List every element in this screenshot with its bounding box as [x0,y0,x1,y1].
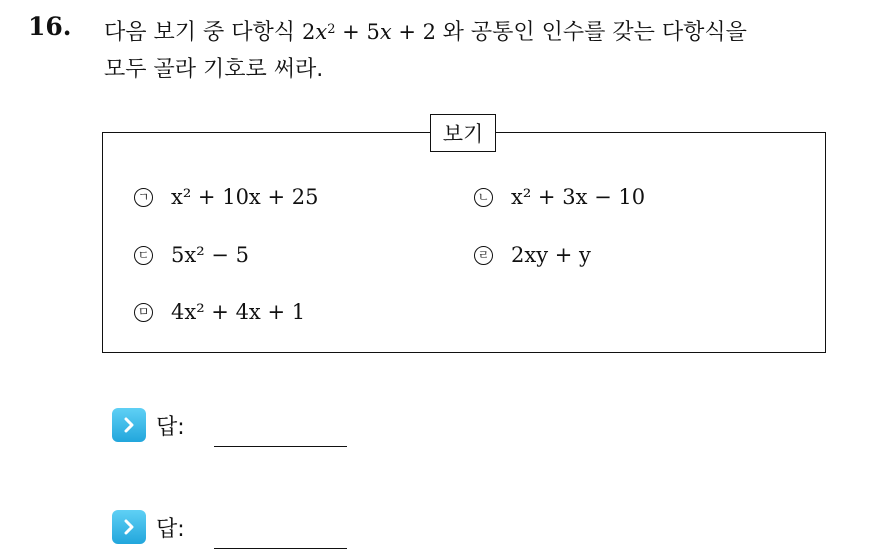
example-box-title: 보기 [430,114,496,152]
answer-blank-1[interactable] [214,446,347,447]
circled-letter-icon: ㄹ [474,246,493,265]
chevron-right-icon [112,510,146,544]
question-polynomial: $2x^2 + 5x + 2$ [302,20,436,44]
example-expression: 4x² + 4x + 1 [171,300,306,324]
answer-blank-2[interactable] [214,548,347,549]
chevron-right-icon [112,408,146,442]
answer-row-2 [112,510,185,544]
example-item-4 [474,243,591,267]
example-expression: x² + 10x + 25 [171,185,319,209]
example-item-3 [134,243,249,267]
example-expression: x² + 3x − 10 [511,185,646,209]
example-item-1 [134,185,318,209]
question-text-line2: 모두 골라 기호로 써라. [104,57,324,82]
question-number: 16. [28,12,72,41]
question-text [104,14,874,88]
example-item-5 [134,300,305,324]
circled-letter-icon: ㅁ [134,303,153,322]
circled-letter-icon: ㄱ [134,188,153,207]
circled-letter-icon: ㄷ [134,246,153,265]
question-text-post: 와 공통인 인수를 갖는 다항식을 [442,20,747,45]
answer-label: 답: [156,414,185,440]
example-item-2 [474,185,645,209]
answer-row-1 [112,408,185,442]
example-expression: 2xy + y [511,243,591,267]
question-text-pre: 다음 보기 중 다항식 [104,20,295,45]
example-expression: 5x² − 5 [171,243,249,267]
answer-label: 답: [156,516,185,542]
circled-letter-icon: ㄴ [474,188,493,207]
